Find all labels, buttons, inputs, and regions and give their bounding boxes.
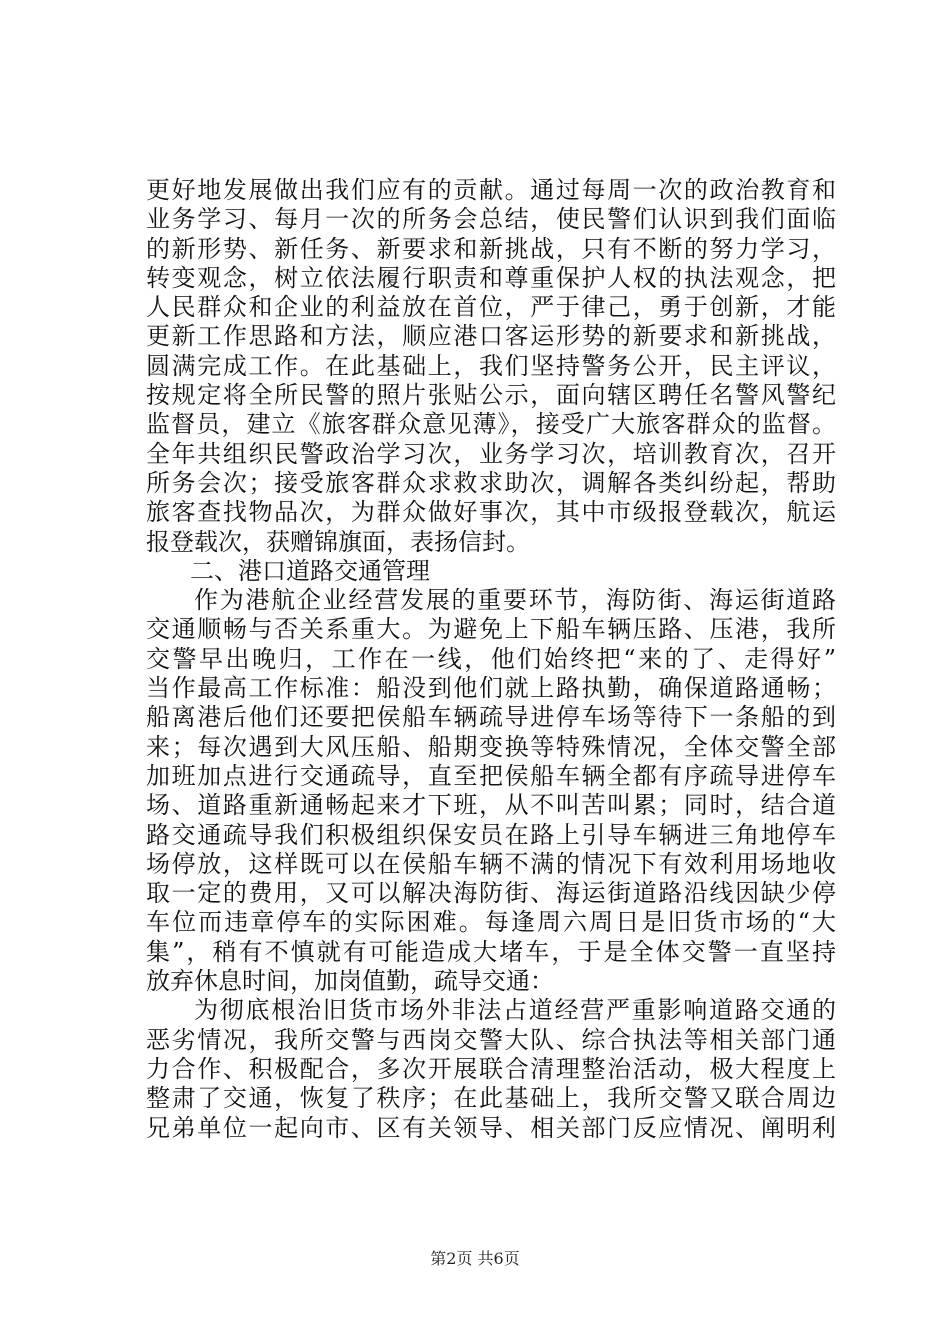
body-line: 整肃了交通，恢复了秩序；在此基础上，我所交警又联合周边 bbox=[146, 1084, 836, 1113]
body-line: 来；每次遇到大风压船、船期变换等特殊情况，全体交警全部 bbox=[146, 732, 836, 761]
body-line: 当作最高工作标准：船没到他们就上路执勤，确保道路通畅； bbox=[146, 674, 836, 703]
body-line: 船离港后他们还要把侯船车辆疏导进停车场等待下一条船的到 bbox=[146, 703, 836, 732]
body-line: 场、道路重新通畅起来才下班，从不叫苦叫累；同时，结合道 bbox=[146, 791, 836, 820]
body-line: 作为港航企业经营发展的重要环节，海防街、海运街道路 bbox=[194, 586, 836, 615]
body-line: 为彻底根治旧货市场外非法占道经营严重影响道路交通的 bbox=[194, 996, 836, 1025]
body-line: 转变观念，树立依法履行职责和尊重保护人权的执法观念，把 bbox=[146, 263, 836, 292]
body-line: 路交通疏导我们积极组织保安员在路上引导车辆进三角地停车 bbox=[146, 820, 836, 849]
body-line: 报登载次，获赠锦旗面，表扬信封。 bbox=[146, 527, 530, 556]
body-line: 更新工作思路和方法，顺应港口客运形势的新要求和新挑战， bbox=[146, 322, 836, 351]
section-heading: 二、港口道路交通管理 bbox=[190, 556, 430, 585]
body-line: 兄弟单位一起向市、区有关领导、相关部门反应情况、阐明利 bbox=[146, 1113, 836, 1142]
body-line: 放弃休息时间，加岗值勤，疏导交通： bbox=[146, 967, 554, 996]
body-line: 更好地发展做出我们应有的贡献。通过每周一次的政治教育和 bbox=[146, 176, 836, 204]
body-line: 加班加点进行交通疏导，直至把侯船车辆全都有序疏导进停车 bbox=[146, 761, 836, 790]
body-line: 全年共组织民警政治学习次，业务学习次，培训教育次，召开 bbox=[146, 439, 836, 468]
body-line: 力合作、积极配合，多次开展联合清理整治活动，极大程度上 bbox=[146, 1054, 836, 1083]
body-line: 按规定将全所民警的照片张贴公示，面向辖区聘任名警风警纪 bbox=[146, 381, 836, 410]
body-line: 交警早出晚归，工作在一线，他们始终把“来的了、走得好” bbox=[146, 644, 836, 673]
body-line: 取一定的费用，又可以解决海防街、海运街道路沿线因缺少停 bbox=[146, 879, 836, 908]
document-body bbox=[146, 176, 836, 1143]
body-line: 恶劣情况，我所交警与西岗交警大队、综合执法等相关部门通 bbox=[146, 1025, 836, 1054]
body-line: 车位而违章停车的实际困难。每逢周六周日是旧货市场的“大 bbox=[146, 908, 836, 937]
body-line: 圆满完成工作。在此基础上，我们坚持警务公开，民主评议， bbox=[146, 351, 836, 380]
body-line: 集”，稍有不慎就有可能造成大堵车，于是全体交警一直坚持 bbox=[146, 937, 836, 966]
body-line: 的新形势、新任务、新要求和新挑战，只有不断的努力学习， bbox=[146, 234, 836, 263]
body-line: 人民群众和企业的利益放在首位，严于律己，勇于创新，才能 bbox=[146, 293, 836, 322]
body-line: 旅客查找物品次，为群众做好事次，其中市级报登载次，航运 bbox=[146, 498, 836, 527]
body-line: 监督员，建立《旅客群众意见薄》，接受广大旅客群众的监督。 bbox=[146, 410, 836, 439]
body-line: 业务学习、每月一次的所务会总结，使民警们认识到我们面临 bbox=[146, 205, 836, 234]
body-line: 所务会次；接受旅客群众求救求助次，调解各类纠纷起，帮助 bbox=[146, 468, 836, 497]
body-line: 场停放，这样既可以在侯船车辆不满的情况下有效利用场地收 bbox=[146, 849, 836, 878]
body-line: 交通顺畅与否关系重大。为避免上下船车辆压路、压港，我所 bbox=[146, 615, 836, 644]
page-number-footer: 第2页 共6页 bbox=[430, 1249, 520, 1268]
